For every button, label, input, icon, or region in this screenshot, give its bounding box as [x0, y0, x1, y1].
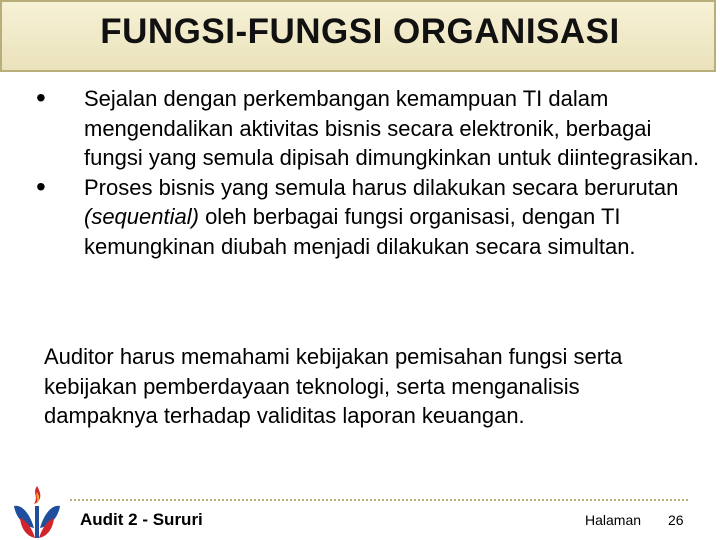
bullet-text	[84, 173, 706, 262]
footer-author: Audit 2 - Sururi	[80, 510, 203, 529]
slide-title: FUNGSI-FUNGSI ORGANISASI	[100, 12, 620, 51]
university-flame-logo-icon	[8, 484, 66, 540]
bullet-dot-icon: •	[36, 82, 46, 113]
body-paragraph: Auditor harus memahami kebijakan pemisahan fungsi serta kebijakan pemberdayaan teknologi, serta menganalisis dampaknya terhadap validitas laporan keuangan.	[44, 344, 623, 428]
footer-page-label: Halaman	[585, 512, 642, 528]
bullet-item	[36, 84, 706, 173]
bullet-list	[36, 84, 706, 261]
bullet-dot-icon: •	[36, 170, 46, 202]
bullet-item	[36, 170, 706, 262]
bullet-text-italic: (sequential)	[84, 204, 199, 229]
bullet-text-part: oleh berbagai fungsi organisasi, dengan TI kemungkinan diubah menjadi dilakukan secara simultan.	[84, 204, 636, 259]
bullet-text: Sejalan dengan perkembangan kemampuan TI dalam mengendalikan aktivitas bisnis secara elektronik, berbagai fungsi yang semula dipisah dimungkinkan untuk diintegrasikan.	[84, 86, 700, 170]
footer-page-number: 26	[668, 512, 684, 528]
bullet-text-part: Proses bisnis yang semula harus dilakukan secara berurutan	[84, 174, 679, 200]
footer-divider	[70, 499, 688, 501]
